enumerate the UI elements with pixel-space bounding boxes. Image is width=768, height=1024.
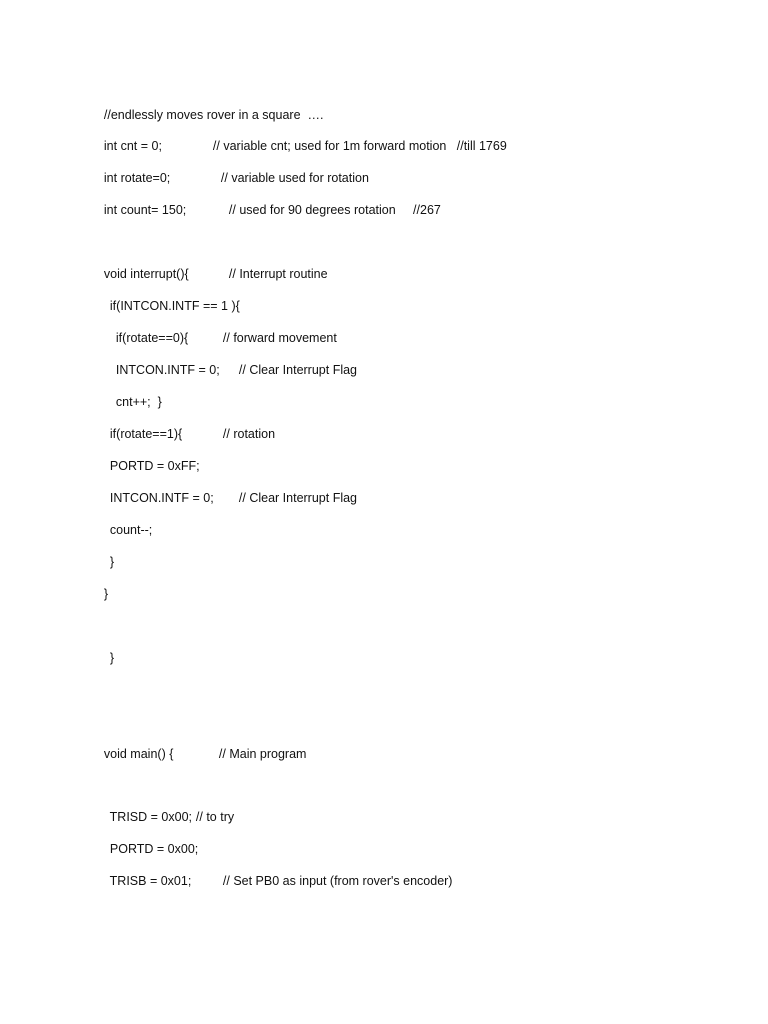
comment-text: // rotation	[222, 427, 276, 441]
code-text: if(rotate==1){	[109, 427, 183, 441]
code-text: //endlessly moves rover in a square ….	[103, 108, 324, 122]
code-text: }	[109, 651, 115, 665]
code-text: INTCON.INTF = 0;	[115, 363, 220, 377]
code-text: PORTD = 0x00;	[109, 842, 199, 856]
comment-text: // used for 90 degrees rotation //267	[228, 203, 441, 217]
comment-text: // Interrupt routine	[228, 267, 328, 281]
comment-text: // Clear Interrupt Flag	[238, 491, 358, 505]
code-text: TRISB = 0x01;	[109, 874, 192, 888]
code-line-count-declaration	[90, 186, 186, 234]
code-comment-count	[215, 186, 441, 234]
code-line-closing-brace	[90, 570, 108, 618]
code-comment-main	[205, 730, 306, 778]
comment-text: // forward movement	[222, 331, 337, 345]
code-text: int rotate=0;	[103, 171, 171, 185]
code-text: int cnt = 0;	[103, 139, 162, 153]
code-line-closing-brace	[96, 634, 114, 682]
code-line-trisb	[96, 857, 191, 905]
comment-text: // variable cnt; used for 1m forward motion //till 1769	[212, 139, 507, 153]
code-text: }	[103, 587, 109, 601]
code-text: count--;	[109, 523, 153, 537]
code-line-main-signature	[90, 730, 173, 778]
comment-text: // Main program	[218, 747, 307, 761]
code-text: INTCON.INTF = 0;	[109, 491, 214, 505]
code-comment-trisb	[209, 857, 452, 905]
code-text: if(rotate==0){	[115, 331, 189, 345]
code-comment-clear-flag-1	[225, 346, 357, 394]
code-text: TRISD = 0x00;	[109, 810, 192, 824]
comment-text: // variable used for rotation	[220, 171, 369, 185]
comment-text: // Set PB0 as input (from rover's encoder)	[222, 874, 453, 888]
comment-text: // to try	[195, 810, 235, 824]
code-comment-clear-flag-2	[225, 474, 357, 522]
code-text: PORTD = 0xFF;	[109, 459, 200, 473]
code-text: cnt++; }	[115, 395, 162, 409]
comment-text: // Clear Interrupt Flag	[238, 363, 358, 377]
code-text: void interrupt(){	[103, 267, 189, 281]
code-text: if(INTCON.INTF == 1 ){	[109, 299, 240, 313]
code-text: }	[109, 555, 115, 569]
code-comment-rotation	[209, 410, 275, 458]
code-text: int count= 150;	[103, 203, 187, 217]
code-text: void main() {	[103, 747, 174, 761]
